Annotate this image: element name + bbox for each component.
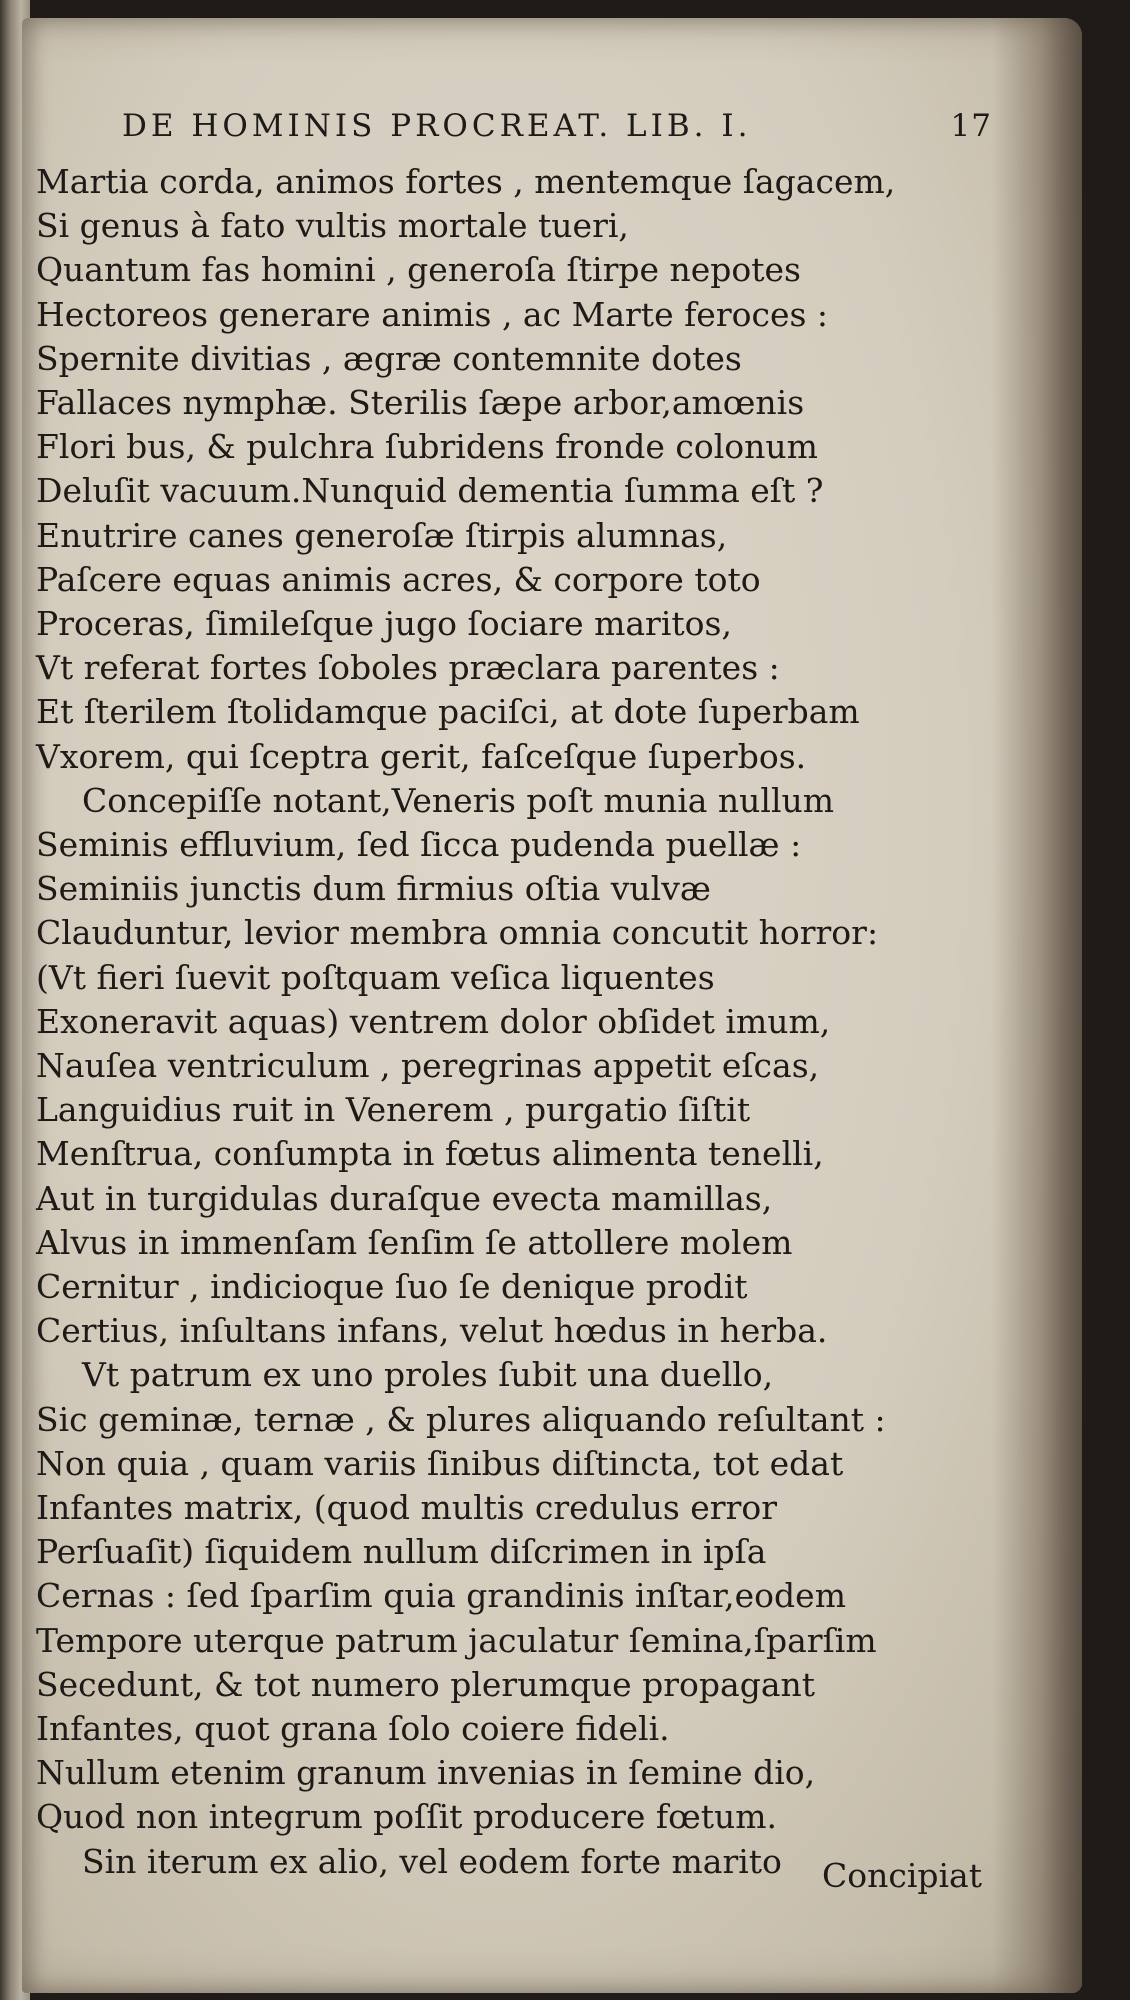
- verse-line: Sic geminæ, ternæ , & plures aliquando reſultant :: [36, 1399, 886, 1439]
- verse-line: Si genus à fato vultis mortale tueri,: [36, 206, 629, 246]
- verse-line: Menſtrua, conſumpta in fœtus alimenta tenelli,: [36, 1134, 824, 1174]
- verse-line: Certius, inſultans infans, velut hœdus in herba.: [36, 1311, 828, 1351]
- verse-line: Flori bus, & pulchra ſubridens fronde colonum: [36, 427, 818, 467]
- verse-line: Sin iterum ex alio, vel eodem forte marito: [82, 1841, 782, 1881]
- verse-line: Hectoreos generare animis , ac Marte feroces :: [36, 294, 829, 334]
- verse-line: (Vt fieri ſuevit poſtquam veſica liquentes: [36, 957, 715, 997]
- verse-line: Quod non integrum poſſit producere fœtum.: [36, 1797, 778, 1837]
- verse-line: Seminiis junctis dum firmius oſtia vulvæ: [36, 869, 711, 909]
- verse-line: Languidius ruit in Venerem , purgatio ſiſtit: [36, 1090, 751, 1130]
- verse-line: Tempore uterque patrum jaculatur ſemina,ſparſim: [36, 1620, 877, 1660]
- verse-line: Fallaces nymphæ. Sterilis ſæpe arbor,amœnis: [36, 383, 805, 422]
- verse-line: Quantum fas homini , generoſa ſtirpe nepotes: [36, 250, 801, 290]
- verse-line: Cernas : ſed ſparſim quia grandinis inſtar,eodem: [36, 1576, 846, 1616]
- verse-line: Nullum etenim granum invenias in ſemine dio,: [36, 1753, 816, 1793]
- catchword: Concipiat: [821, 1856, 982, 1895]
- verse-line: Non quia , quam variis ſinibus diſtincta, tot edat: [36, 1443, 844, 1483]
- verse-line: Clauduntur, levior membra omnia concutit horror:: [36, 913, 879, 953]
- verse-line: Paſcere equas animis acres, & corpore toto: [36, 559, 761, 599]
- verse-line: Concepiſſe notant,Veneris poſt munia nullum: [82, 780, 835, 820]
- verse-line: Vxorem, qui ſceptra gerit, faſceſque ſuperbos.: [36, 736, 807, 776]
- verse-line: Deluſit vacuum.Nunquid dementia ſumma eſt ?: [36, 471, 824, 511]
- verse-line: Nauſea ventriculum , peregrinas appetit eſcas,: [36, 1046, 820, 1085]
- verse-line: Vt patrum ex uno proles ſubit una duello,: [82, 1355, 774, 1395]
- running-head: [122, 108, 992, 148]
- verse-line: Secedunt, & tot numero plerumque propagant: [36, 1664, 816, 1704]
- verse-line: Infantes, quot grana ſolo coiere fideli.: [36, 1709, 670, 1748]
- verse-line: Infantes matrix, (quod multis credulus error: [36, 1488, 777, 1527]
- verse-line: Et ſterilem ſtolidamque paciſci, at dote ſuperbam: [36, 692, 860, 732]
- verse-line: Martia corda, animos fortes , mentemque ſagacem,: [36, 162, 896, 201]
- verse-line: Aut in turgidulas duraſque evecta mamillas,: [36, 1178, 773, 1218]
- page-fore-edge: [992, 18, 1082, 1993]
- verse-line: Enutrire canes generoſæ ſtirpis alumnas,: [36, 515, 728, 555]
- page-number: 17: [950, 108, 992, 144]
- verse-line: Seminis effluvium, ſed ſicca pudenda puellæ :: [36, 825, 802, 864]
- verse-line: Spernite divitias , ægræ contemnite dotes: [36, 338, 742, 378]
- book-page: [22, 18, 1082, 1993]
- verse-line: Proceras, ſimileſque jugo ſociare maritos,: [36, 604, 732, 643]
- running-head-title: DE HOMINIS PROCREAT. LIB. I.: [122, 108, 752, 144]
- verse-line: Cernitur , indicioque ſuo ſe denique prodit: [36, 1267, 748, 1306]
- verse-line: Alvus in immenſam ſenſim ſe attollere molem: [36, 1222, 793, 1262]
- verse-line: Exoneravit aquas) ventrem dolor obſidet imum,: [36, 1001, 831, 1041]
- verse-line: Vt referat fortes ſoboles præclara parentes :: [36, 648, 780, 688]
- verse-line: Perſuaſit) ſiquidem nullum diſcrimen in ipſa: [36, 1532, 767, 1572]
